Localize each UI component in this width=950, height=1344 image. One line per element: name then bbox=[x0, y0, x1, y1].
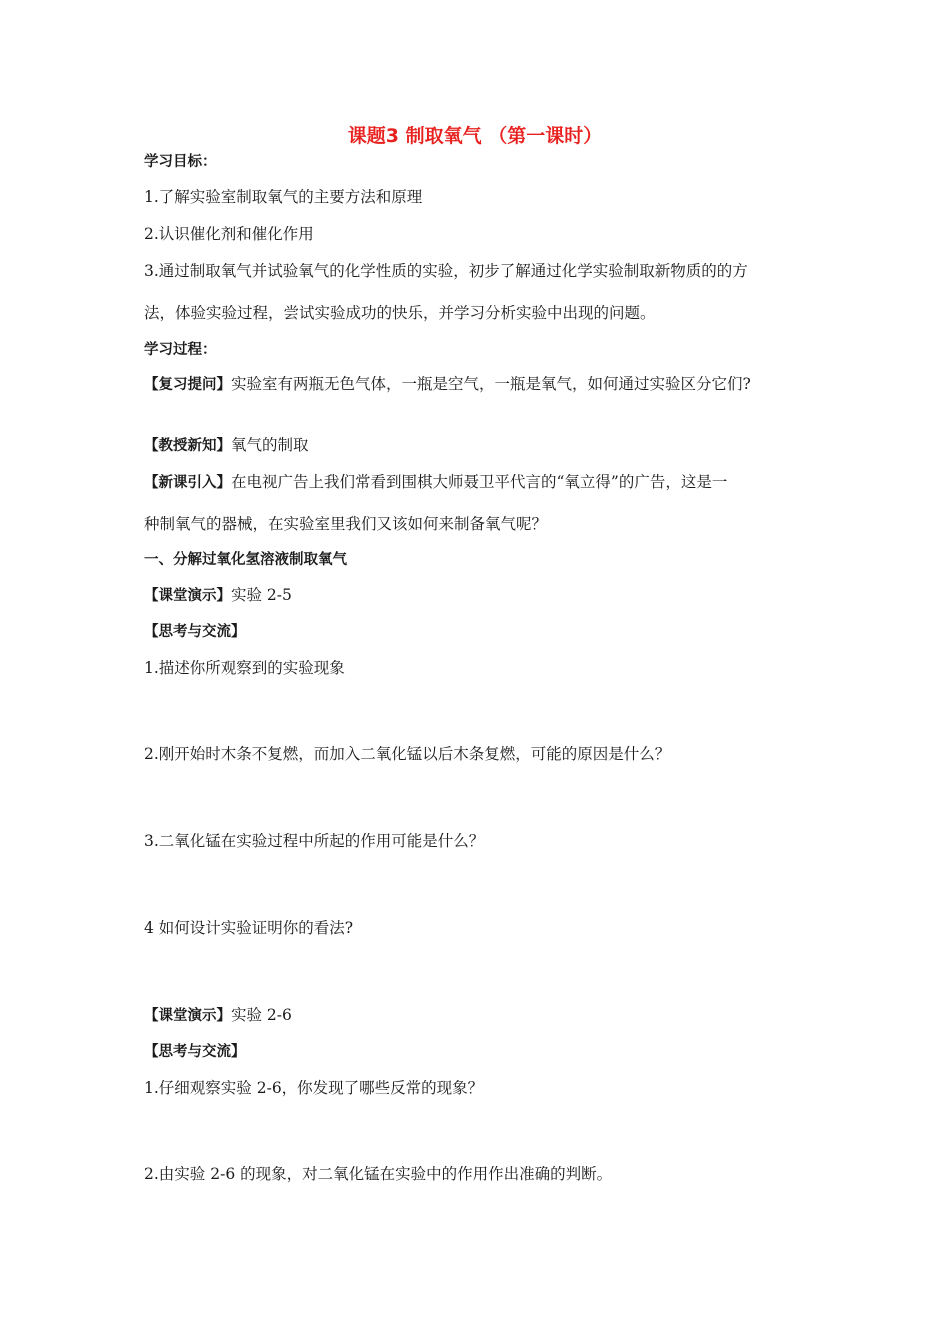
document-title: 课题3 制取氧气 （第一课时） bbox=[347, 125, 603, 147]
teach-text: 氧气的制取 bbox=[231, 436, 309, 454]
demo-1-label: 【课堂演示】 bbox=[144, 588, 231, 604]
review-label: 【复习提问】 bbox=[144, 377, 231, 393]
intro-label: 【新课引入】 bbox=[144, 475, 231, 491]
discuss-1-question-2: 2.刚开始时木条不复燃，而加入二氧化锰以后木条复燃，可能的原因是什么？ bbox=[144, 745, 671, 763]
discuss-1-heading: 【思考与交流】 bbox=[144, 624, 246, 640]
discuss-2-question-1: 1.仔细观察实验 2-6，你发现了哪些反常的现象？ bbox=[144, 1079, 484, 1097]
teach-new bbox=[144, 433, 814, 458]
demo-2 bbox=[144, 1003, 814, 1028]
goal-item-1: 1.了解实验室制取氧气的主要方法和原理 bbox=[144, 188, 423, 206]
demo-1-text: 实验 2-5 bbox=[231, 586, 292, 604]
demo-1 bbox=[144, 583, 814, 608]
goal-item-3-continued: 法，体验实验过程，尝试实验成功的快乐，并学习分析实验中出现的问题。 bbox=[144, 304, 656, 322]
discuss-2-heading: 【思考与交流】 bbox=[144, 1044, 246, 1060]
discuss-1-question-3: 3.二氧化锰在实验过程中所起的作用可能是什么？ bbox=[144, 832, 485, 850]
goal-item-2: 2.认识催化剂和催化作用 bbox=[144, 225, 314, 243]
review-text: 实验室有两瓶无色气体，一瓶是空气，一瓶是氧气，如何通过实验区分它们? bbox=[231, 375, 751, 393]
discuss-2-question-2: 2.由实验 2-6 的现象，对二氧化锰在实验中的作用作出准确的判断。 bbox=[144, 1165, 613, 1183]
discuss-1-question-1: 1.描述你所观察到的实验现象 bbox=[144, 659, 345, 677]
intro-text: 在电视广告上我们常看到围棋大师聂卫平代言的“氧立得”的广告，这是一 bbox=[231, 473, 728, 491]
intro-paragraph bbox=[144, 470, 814, 495]
goals-heading: 学习目标： bbox=[144, 154, 217, 170]
teach-label: 【教授新知】 bbox=[144, 438, 231, 454]
intro-text-continued: 种制氧气的器械，在实验室里我们又该如何来制备氧气呢？ bbox=[144, 515, 548, 533]
review-question bbox=[144, 372, 814, 397]
demo-2-label: 【课堂演示】 bbox=[144, 1008, 231, 1024]
discuss-1-question-4: 4 如何设计实验证明你的看法? bbox=[144, 919, 354, 937]
section-1-heading: 一、分解过氧化氢溶液制取氧气 bbox=[144, 552, 347, 568]
process-heading: 学习过程： bbox=[144, 342, 217, 358]
demo-2-text: 实验 2-6 bbox=[231, 1006, 292, 1024]
goal-item-3: 3.通过制取氧气并试验氧气的化学性质的实验，初步了解通过化学实验制取新物质的的方 bbox=[144, 262, 748, 280]
